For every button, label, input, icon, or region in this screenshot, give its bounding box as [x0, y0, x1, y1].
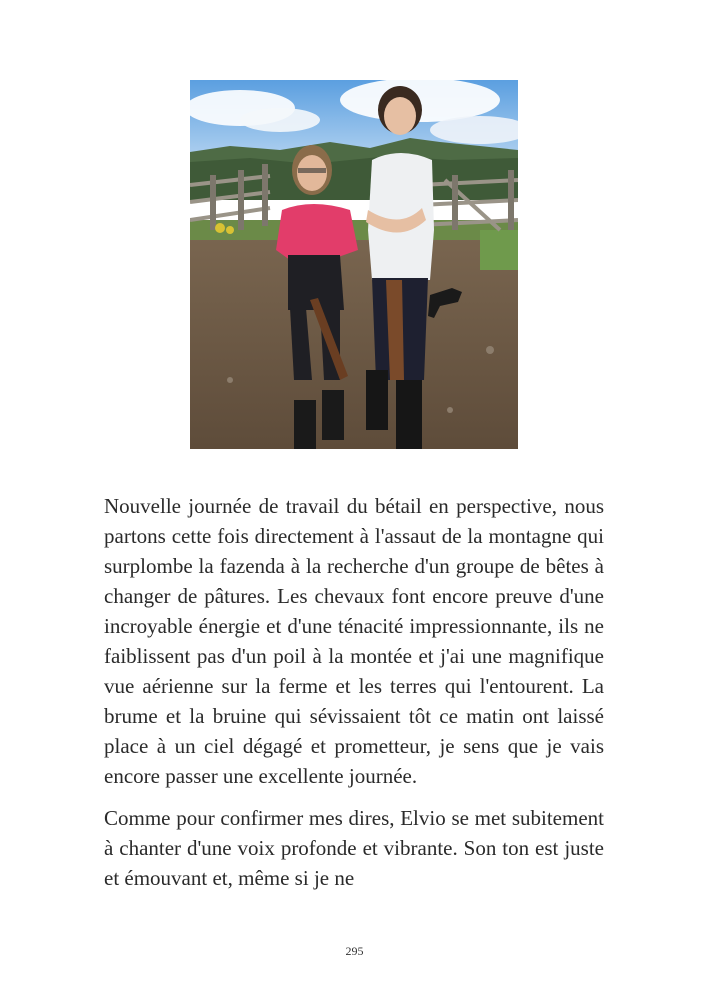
- page-number: 295: [345, 944, 364, 958]
- paragraph-2: Comme pour confirmer mes dires, Elvio se met subitement à chanter d'une voix profonde et vibrante. Son ton est juste et émouvant et, même si je ne: [104, 806, 604, 890]
- paragraph-1: Nouvelle journée de travail du bétail en perspective, nous partons cette fois directement à l'assaut de la montagne qui surplombe la fazenda à la recherche d'un groupe de bêtes à changer de pâtures. Les chevaux font encore preuve d'une incroyable énergie et d'une ténacité impressionnante, ils ne faiblissent pas d'un poil à la montée et j'ai une magnifique vue aérienne sur la ferme et les terres qui l'entourent. La brume et la bruine qui sévissaient tôt ce matin ont laissé place à un ciel dégagé et prometteur, je sens que je vais encore passer une excellente journée.: [104, 494, 604, 788]
- photo-two-women-corral: [190, 80, 518, 449]
- body-text: [104, 491, 604, 893]
